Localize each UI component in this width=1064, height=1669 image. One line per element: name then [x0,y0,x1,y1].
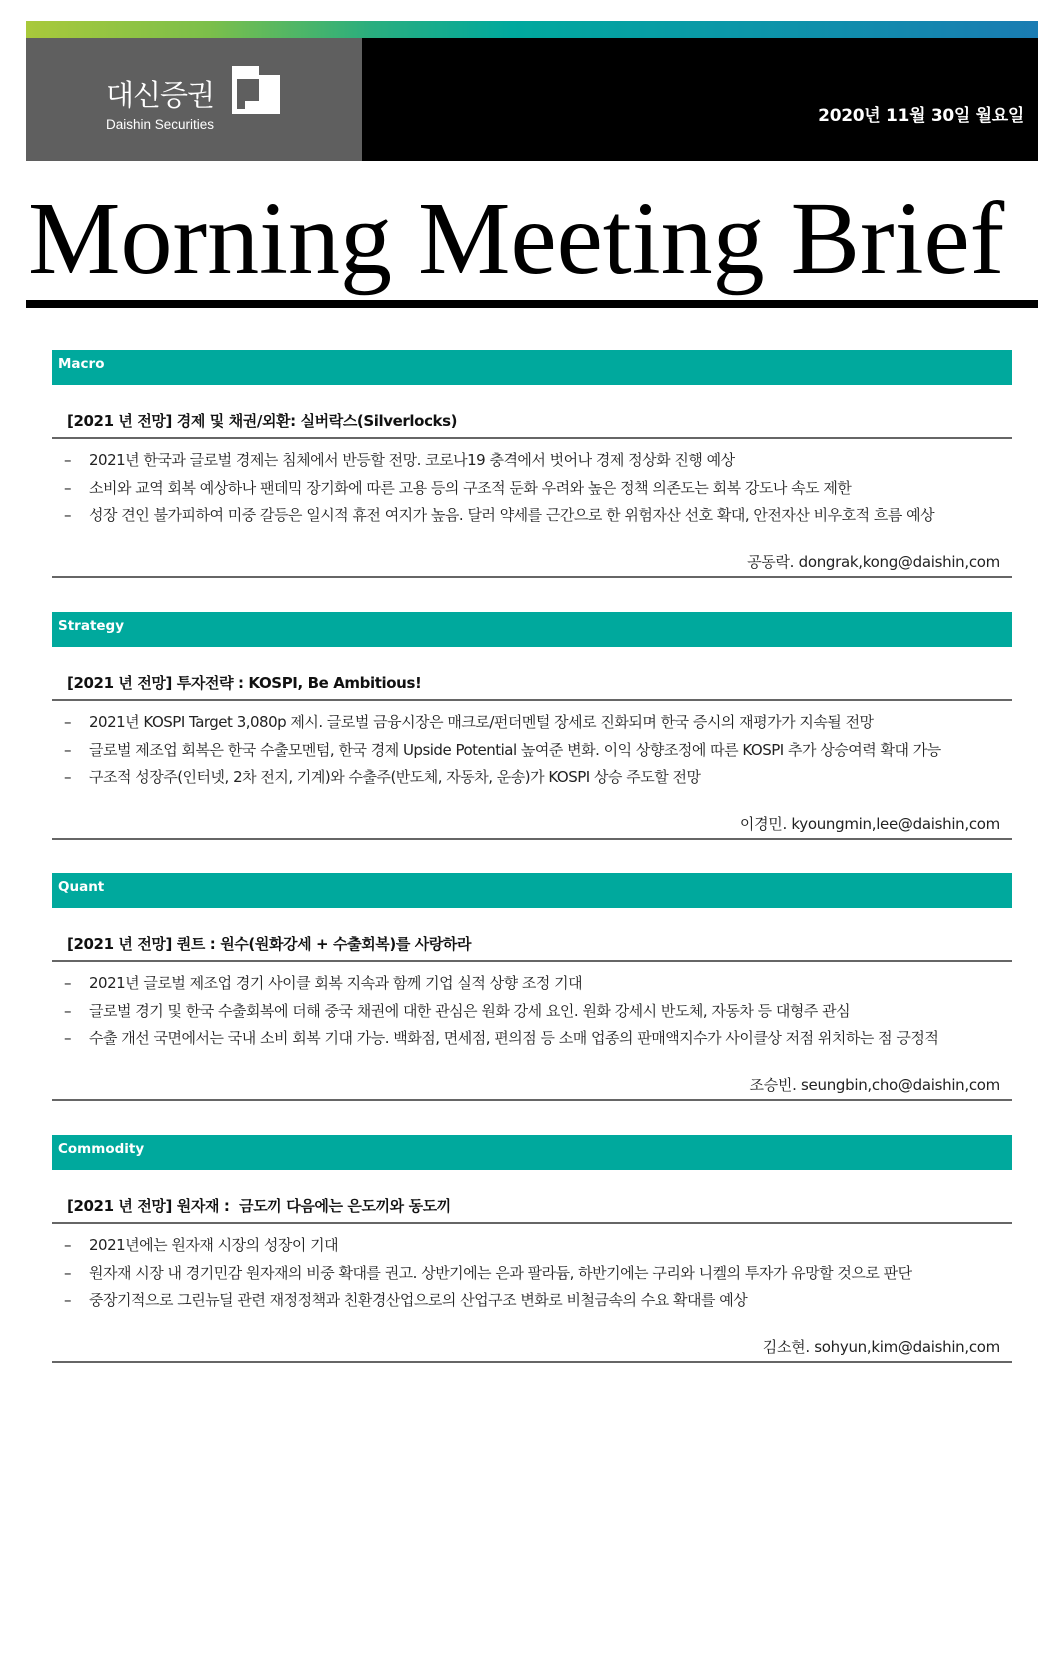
brand-name-english: Daishin Securities [106,117,215,132]
section-macro [52,350,1012,580]
headline-divider [52,1222,1012,1224]
bullet-dash: – [64,713,72,731]
title-divider [26,300,1038,308]
header-date-panel [362,38,1038,161]
headline-divider [52,437,1012,439]
section-headline: [2021 년 전망] 투자전략 : KOSPI, Be Ambitious! [67,674,422,692]
bullet-text: 성장 견인 불가피하여 미중 갈등은 일시적 휴전 여지가 높음. 달러 약세를 근간으로 한 위험자산 선호 확대, 안전자산 비우호적 흐름 예상 [89,506,935,524]
bullet-text: 글로벌 제조업 회복은 한국 수출모멘텀, 한국 경제 Upside Potential 높여준 변화. 이익 상향조정에 따른 KOSPI 추가 상승여력 확대 가능 [89,741,941,759]
header-gradient-bar [26,21,1038,38]
bullet-dash: – [64,741,72,759]
brand-logo-mark [232,66,280,114]
bullet-text: 수출 개선 국면에서는 국내 소비 회복 기대 가능. 백화점, 면세점, 편의점 등 소매 업종의 판매액지수가 사이클상 저점 위치하는 점 긍정적 [89,1029,939,1047]
list-item [52,505,1007,527]
bullet-dash: – [64,1029,72,1047]
bullet-dash: – [64,1002,72,1020]
list-item [52,1290,1007,1312]
section-header-bar [52,350,1012,385]
section-divider [52,1099,1012,1101]
section-divider [52,838,1012,840]
list-item [52,740,1007,762]
section-header-bar [52,612,1012,647]
section-category: Strategy [58,618,125,634]
bullet-dash: – [64,974,72,992]
section-headline: [2021 년 전망] 경제 및 채권/외환: 실버락스(Silverlocks) [67,412,458,430]
bullet-dash: – [64,451,72,469]
section-quant [52,873,1012,1103]
report-date: 2020년 11월 30일 월요일 [818,106,1024,126]
list-item [52,1263,1007,1285]
section-category: Quant [58,879,105,895]
section-strategy [52,612,1012,842]
list-item [52,450,1007,472]
list-item [52,973,1007,995]
bullet-text: 2021년 KOSPI Target 3,080p 제시. 글로벌 금융시장은 매크로/펀더멘털 장세로 진화되며 한국 증시의 재평가가 지속될 전망 [89,713,874,731]
headline-divider [52,699,1012,701]
brand-name-korean: 대신증권 [106,78,215,112]
list-item [52,767,1007,789]
list-item [52,478,1007,500]
bullet-dash: – [64,1291,72,1309]
headline-divider [52,960,1012,962]
section-header-bar [52,873,1012,908]
bullet-dash: – [64,506,72,524]
bullet-text: 원자재 시장 내 경기민감 원자재의 비중 확대를 권고. 상반기에는 은과 팔라듐, 하반기에는 구리와 니켈의 투자가 유망할 것으로 판단 [89,1264,912,1282]
bullet-text: 소비와 교역 회복 예상하나 팬데믹 장기화에 따른 고용 등의 구조적 둔화 우려와 높은 정책 의존도는 회복 강도나 속도 제한 [89,479,852,497]
list-item [52,1028,1007,1050]
page-title: Morning Meeting Brief [28,181,1005,296]
section-headline: [2021 년 전망] 퀀트 : 원수(원화강세 + 수출회복)를 사랑하라 [67,935,472,953]
section-divider [52,1361,1012,1363]
bullet-text: 중장기적으로 그린뉴딜 관련 재정정책과 친환경산업으로의 산업구조 변화로 비철금속의 수요 확대를 예상 [89,1291,748,1309]
section-header-bar [52,1135,1012,1170]
list-item [52,1235,1007,1257]
section-category: Commodity [58,1141,145,1157]
bullet-dash: – [64,1236,72,1254]
list-item [52,1001,1007,1023]
section-commodity [52,1135,1012,1365]
section-divider [52,576,1012,578]
bullet-text: 2021년에는 원자재 시장의 성장이 기대 [89,1236,339,1254]
section-category: Macro [58,356,105,372]
author-contact: 공동락. dongrak,kong@daishin,com [747,553,1000,571]
bullet-dash: – [64,1264,72,1282]
author-contact: 김소현. sohyun,kim@daishin,com [762,1338,1000,1356]
bullet-text: 구조적 성장주(인터넷, 2차 전지, 기계)와 수출주(반도체, 자동차, 운송)가 KOSPI 상승 주도할 전망 [89,768,701,786]
author-contact: 조승빈. seungbin,cho@daishin,com [749,1076,1000,1094]
bullet-text: 글로벌 경기 및 한국 수출회복에 더해 중국 채권에 대한 관심은 원화 강세 요인. 원화 강세시 반도체, 자동차 등 대형주 관심 [89,1002,851,1020]
section-headline: [2021 년 전망] 원자재 : 금도끼 다음에는 은도끼와 동도끼 [67,1197,451,1215]
bullet-text: 2021년 한국과 글로벌 경제는 침체에서 반등할 전망. 코로나19 충격에서 벗어나 경제 정상화 진행 예상 [89,451,735,469]
list-item [52,712,1007,734]
bullet-dash: – [64,768,72,786]
author-contact: 이경민. kyoungmin,lee@daishin,com [739,815,1000,833]
bullet-dash: – [64,479,72,497]
bullet-text: 2021년 글로벌 제조업 경기 사이클 회복 지속과 함께 기업 실적 상향 조정 기대 [89,974,583,992]
